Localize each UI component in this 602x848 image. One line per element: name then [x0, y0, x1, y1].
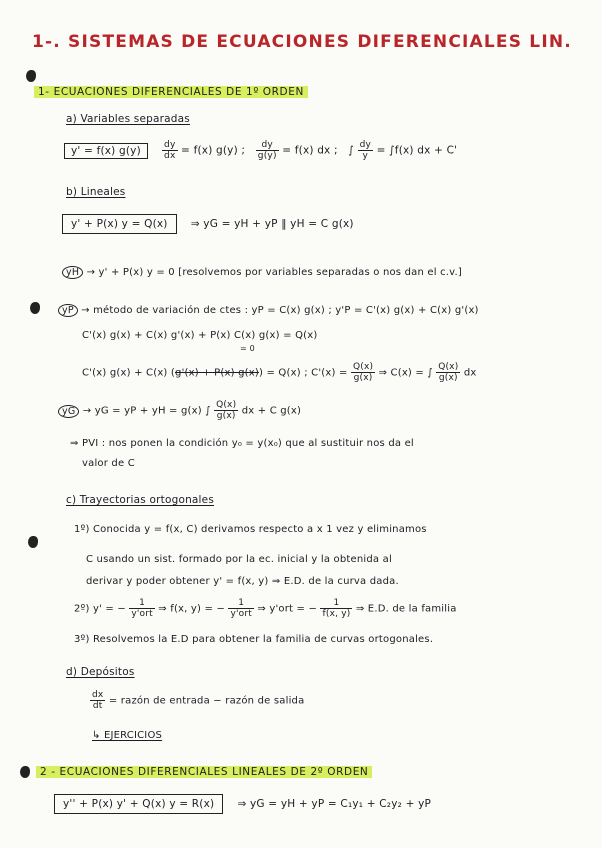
fraction: $\frac{dx}{dt}$: [92, 690, 104, 711]
equation-text: ⇒ y'ort = −: [257, 603, 318, 615]
separable-equation-row: [64, 140, 457, 161]
fraction: $\frac{1}{\text{y'ort}}$: [131, 598, 153, 619]
section-heading: [34, 86, 308, 98]
integral-sign: ∫: [348, 144, 355, 157]
separable-boxed-equation: y' = f(x) g(y): [64, 143, 148, 159]
fraction: $\frac{1}{\text{y'ort}}$: [230, 598, 252, 619]
section-1-title: 1- ECUACIONES DIFERENCIALES DE 1º ORDEN: [34, 86, 308, 98]
equation-line: [82, 362, 476, 383]
equation-text: dx: [463, 367, 477, 379]
fraction: $\frac{Q(x)}{g(x)}$: [216, 400, 237, 421]
yg-circle-tag: yG: [58, 405, 79, 418]
pvi-line: valor de C: [82, 458, 135, 469]
equation-text: = f(x) dx ;: [282, 144, 338, 157]
equation-text: ⇒ f(x, y) = −: [158, 603, 226, 615]
yh-circle-tag: yH: [62, 266, 83, 279]
homogeneous-note: [62, 266, 462, 279]
note-text: → y' + P(x) y = 0 [resolvemos por variables separadas o nos dan el c.v.]: [86, 267, 462, 278]
fraction: $\frac{1}{f(x, y)}$: [322, 598, 351, 619]
equation-text: ⇒ yG = yH + yP ‖ yH = C g(x): [190, 218, 354, 230]
equation-text: C'(x) g(x) + C(x) (: [82, 367, 176, 379]
fraction: $\frac{dy}{y}$: [359, 140, 372, 161]
subsection-b-label: b) Lineales: [66, 186, 126, 198]
subsection-a-label: a) Variables separadas: [66, 113, 190, 125]
binder-hole: [20, 766, 30, 778]
tank-rate-line: [90, 690, 304, 711]
fraction: $\frac{Q(x)}{g(x)}$: [438, 362, 459, 383]
step-1-line: C usando un sist. formado por la ec. inicial y la obtenida al: [86, 554, 392, 565]
linear-boxed-equation: y' + P(x) y = Q(x): [62, 214, 177, 234]
equation-text: ⇒ C(x) = ∫: [378, 367, 433, 379]
binder-hole: [28, 536, 38, 548]
pvi-line: ⇒ PVI : nos ponen la condición y₀ = y(x₀) que al sustituir nos da el: [70, 438, 414, 449]
equation-text: ⇒ E.D. de la familia: [355, 603, 457, 615]
equation-text: 2º) y' = −: [74, 603, 126, 615]
equation-text: = f(x) g(y) ;: [181, 144, 246, 157]
subsection-c-label: c) Trayectorias ortogonales: [66, 494, 215, 506]
equation-text: → yG = yP + yH = g(x) ∫: [82, 405, 211, 417]
note-text: → método de variación de ctes : yP = C(x) g(x) ; y'P = C'(x) g(x) + C(x) g'(x): [81, 305, 479, 316]
binder-hole: [30, 302, 40, 314]
linear-equation-row: [62, 218, 354, 230]
yp-circle-tag: yP: [58, 304, 78, 317]
subsection-d-label: d) Depósitos: [66, 666, 135, 678]
step-1-line: 1º) Conocida y = f(x, C) derivamos respecto a x 1 vez y eliminamos: [74, 524, 427, 535]
fraction: $\frac{Q(x)}{g(x)}$: [352, 362, 374, 383]
fraction: $\frac{dy}{dx}$: [164, 140, 176, 161]
zero-annotation: = 0: [240, 344, 255, 353]
equation-line: C'(x) g(x) + C(x) g'(x) + P(x) C(x) g(x) = Q(x): [82, 330, 318, 341]
section-heading: [36, 766, 372, 778]
second-order-row: [54, 798, 431, 810]
equation-text: dx + C g(x): [241, 405, 302, 417]
struck-term: g'(x) + P(x) g(x): [175, 367, 259, 379]
step-3-line: 3º) Resolvemos la E.D para obtener la familia de curvas ortogonales.: [74, 634, 434, 645]
equation-text: = razón de entrada − razón de salida: [108, 695, 305, 707]
step-1-line: derivar y poder obtener y' = f(x, y) ⇒ E.D. de la curva dada.: [86, 576, 399, 587]
particular-note: [58, 304, 479, 317]
section-2-title: 2 - ECUACIONES DIFERENCIALES LINEALES DE 2º ORDEN: [36, 766, 372, 778]
equation-text: ⇒ yG = yH + yP = C₁y₁ + C₂y₂ + yP: [237, 798, 432, 810]
second-order-boxed-equation: y'' + P(x) y' + Q(x) y = R(x): [54, 794, 223, 814]
general-solution-note: [58, 400, 301, 421]
step-2-line: [74, 598, 457, 619]
fraction: $\frac{dy}{g(y)}$: [257, 140, 277, 161]
binder-hole: [26, 70, 36, 82]
exercises-link: ↳ EJERCICIOS: [92, 730, 163, 741]
equation-text: ) = Q(x) ; C'(x) =: [258, 367, 348, 379]
equation-text: = ∫f(x) dx + C': [376, 144, 458, 157]
page-title: 1-. SISTEMAS DE ECUACIONES DIFERENCIALES LIN.: [32, 32, 572, 52]
